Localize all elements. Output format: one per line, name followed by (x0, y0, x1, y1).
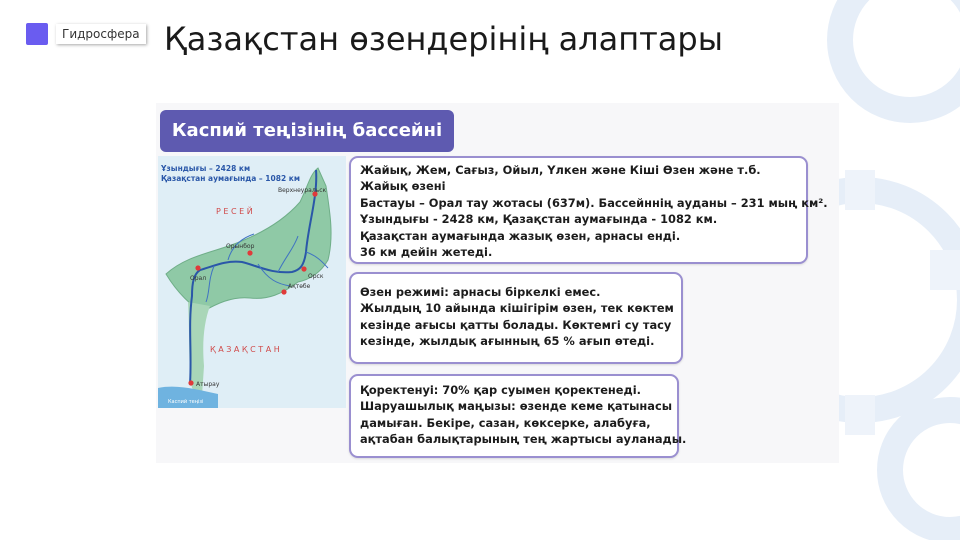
info-line: Жайық өзені (360, 179, 446, 194)
accent-square (26, 23, 48, 45)
city-dot-orsk (301, 266, 306, 271)
info-line: 36 км дейін жетеді. (360, 245, 493, 260)
map-city-orenburg: Орынбор (226, 243, 255, 250)
map-length-label: Ұзындығы – 2428 км (161, 164, 251, 173)
map-city-aktobe: Ақтөбе (288, 283, 311, 290)
page-title: Қазақстан өзендерінің алаптары (164, 20, 723, 58)
info-line: Шаруашылық маңызы: өзенде кеме қатынасы (360, 399, 673, 414)
info-line: ақтабан балықтарының тең жартысы ауланады. (360, 432, 687, 447)
basin-map (158, 156, 346, 408)
info-line: Бастауы – Орал тау жотасы (637м). Бассейннің ауданы – 231 мың км². (360, 195, 828, 210)
info-line: кезінде ағысы қатты болады. Көктемгі су тасу (360, 317, 672, 332)
map-city-oral: Орал (190, 275, 207, 282)
info-line: Жайық, Жем, Сағыз, Ойыл, Үлкен және Кіші Өзен және т.б. (360, 163, 761, 177)
info-line: Ұзындығы - 2428 км, Қазақстан аумағында - 1082 км. (360, 212, 718, 227)
info-line: Өзен режимі: арнасы біркелкі емес. (360, 285, 601, 299)
info-line: Қазақстан аумағында жазық өзен, арнасы енді. (360, 228, 681, 243)
city-dot-aktobe (281, 289, 286, 294)
info-line: дамыған. Бекіре, сазан, көксерке, алабуға, (360, 415, 651, 430)
info-line: Жылдың 10 айында кішігірім өзен, тек көктем (360, 301, 674, 316)
map-country-russia: Р Е С Е Й (216, 207, 253, 216)
city-dot-atyrau (188, 380, 193, 385)
city-dot-orenburg (247, 250, 252, 255)
map-sea-label: Каспий теңізі (168, 399, 204, 405)
map-kz-length-label: Қазақстан аумағында – 1082 км (161, 174, 301, 183)
section-tag: Гидросфера (56, 24, 146, 44)
info-line: кезінде, жылдық ағынның 65 % ағып өтеді. (360, 334, 655, 349)
info-box-regime (349, 272, 683, 364)
map-city-atyrau: Атырау (196, 381, 220, 388)
map-country-kazakhstan: Қ А З А Қ С Т А Н (210, 345, 280, 354)
info-line: Қоректенуі: 70% қар суымен қоректенеді. (360, 383, 641, 397)
map-city-verkhneuralsk: Верхнеуральск (278, 187, 327, 194)
info-box-feeding (349, 374, 687, 458)
basin-banner: Каспий теңізінің бассейні (160, 110, 454, 152)
map-city-orsk: Орск (308, 273, 324, 280)
info-box-overview (349, 156, 828, 264)
city-dot-oral (195, 265, 200, 270)
